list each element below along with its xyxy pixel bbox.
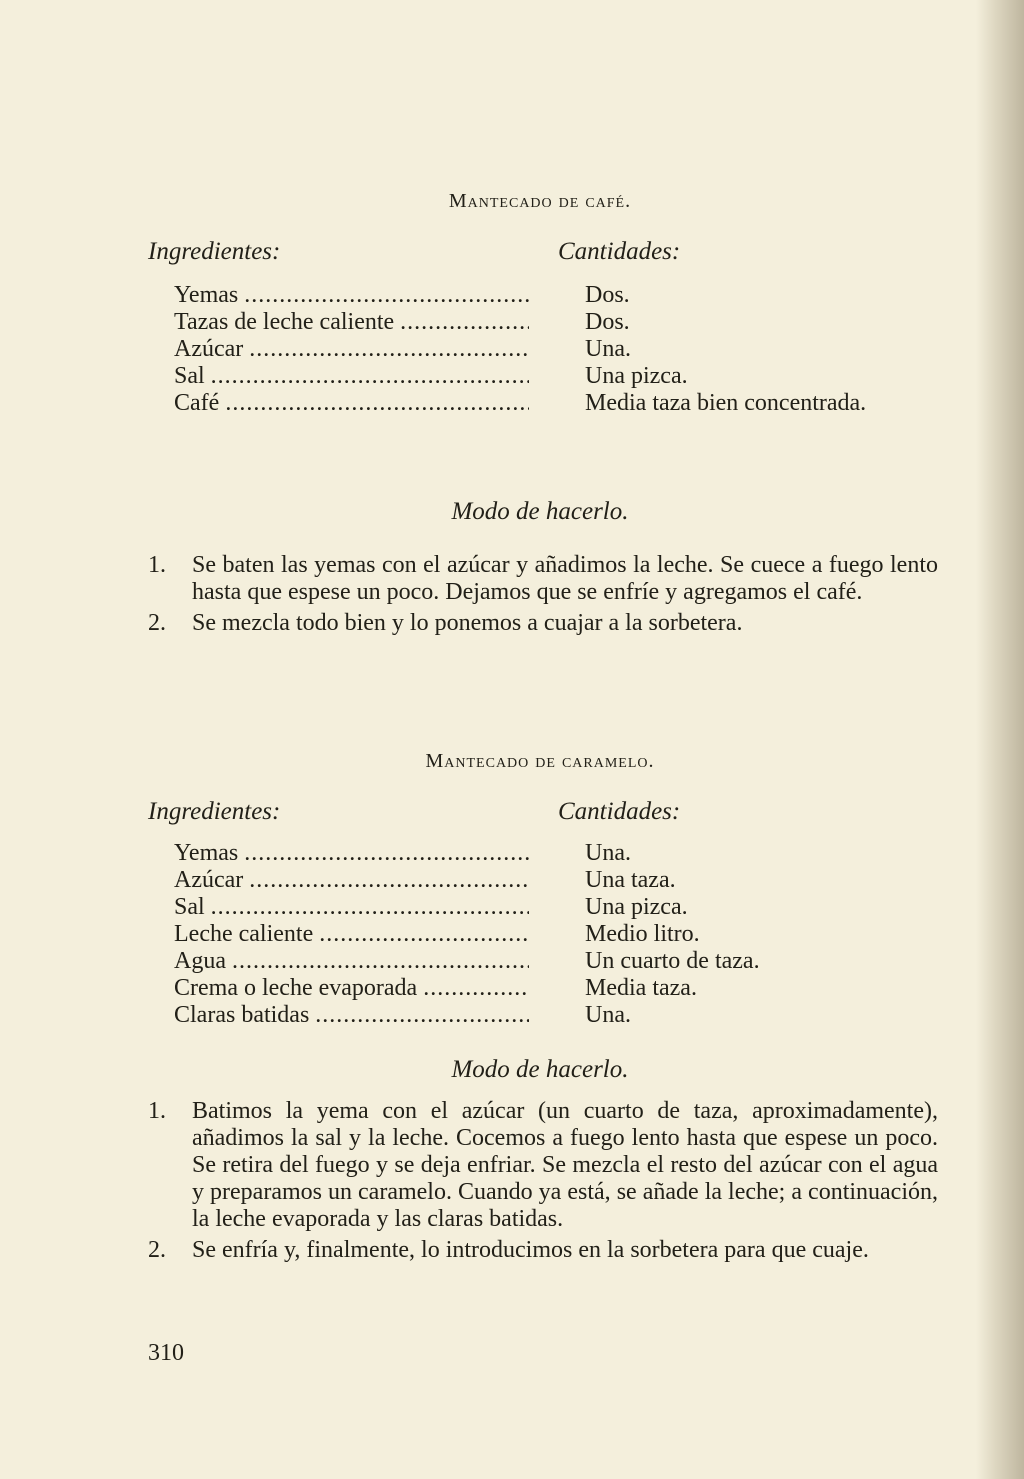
quantity-value: Dos. xyxy=(585,282,630,308)
quantity-value: Una pizca. xyxy=(585,894,688,920)
recipe-1-title: Mantecado de café. xyxy=(448,190,632,212)
recipe-2-quantity-list xyxy=(585,840,760,1029)
step-item xyxy=(148,552,938,606)
step-item xyxy=(148,610,938,637)
quantity-value: Media taza. xyxy=(585,975,697,1001)
ingredient-name: Crema o leche evaporada xyxy=(174,975,418,1001)
quantity-value: Una. xyxy=(585,840,631,866)
ingredient-row xyxy=(174,894,529,921)
ingredient-name: Café xyxy=(174,390,220,416)
ingredient-name: Leche caliente xyxy=(174,921,314,947)
leader-dots xyxy=(244,840,529,867)
ingredient-row xyxy=(174,336,529,363)
step-item xyxy=(148,1098,938,1233)
step-number: 1. xyxy=(148,1098,166,1124)
quantity-value: Medio litro. xyxy=(585,921,700,947)
ingredient-row xyxy=(174,975,529,1002)
recipe-1-ingredients-header: Ingredientes: xyxy=(148,238,281,265)
ingredient-name: Agua xyxy=(174,948,226,974)
quantity-value: Media taza bien concentrada. xyxy=(585,390,867,416)
leader-dots xyxy=(400,309,529,336)
step-text: Se baten las yemas con el azúcar y añadimos la leche. Se cuece a fuego lento hasta que espese un poco. Dejamos que se enfríe y agregamos el café. xyxy=(192,552,938,605)
recipe-1-ingredient-list xyxy=(174,282,529,417)
leader-dots xyxy=(211,363,529,390)
ingredient-name: Tazas de leche caliente xyxy=(174,309,395,335)
ingredient-name: Sal xyxy=(174,363,205,389)
ingredient-row xyxy=(174,309,529,336)
ingredient-name: Claras batidas xyxy=(174,1002,310,1028)
quantity-value: Dos. xyxy=(585,309,630,335)
ingredient-row xyxy=(174,840,529,867)
quantity-value: Una. xyxy=(585,336,631,362)
ingredient-row xyxy=(174,282,529,309)
step-number: 2. xyxy=(148,610,166,636)
leader-dots xyxy=(423,975,529,1002)
recipe-1-steps xyxy=(148,552,938,641)
leader-dots xyxy=(244,282,529,309)
leader-dots xyxy=(232,948,529,975)
ingredient-row xyxy=(174,390,529,417)
recipe-2-title: Mantecado de caramelo. xyxy=(425,750,655,772)
ingredient-row xyxy=(174,948,529,975)
quantity-value: Una taza. xyxy=(585,867,676,893)
leader-dots xyxy=(249,867,529,894)
ingredient-name: Yemas xyxy=(174,282,239,308)
step-number: 2. xyxy=(148,1237,166,1263)
ingredient-row xyxy=(174,363,529,390)
leader-dots xyxy=(211,894,529,921)
quantity-value: Una pizca. xyxy=(585,363,688,389)
step-text: Se enfría y, finalmente, lo introducimos en la sorbetera para que cuaje. xyxy=(192,1237,869,1263)
recipe-2-ingredients-header: Ingredientes: xyxy=(148,798,281,825)
ingredient-row xyxy=(174,867,529,894)
step-item xyxy=(148,1237,938,1264)
ingredient-name: Sal xyxy=(174,894,205,920)
recipe-2-method-title: Modo de hacerlo. xyxy=(451,1056,629,1083)
recipe-2-steps xyxy=(148,1098,938,1268)
quantity-value: Una. xyxy=(585,1002,631,1028)
recipe-1-method-title: Modo de hacerlo. xyxy=(451,498,629,525)
step-text: Batimos la yema con el azúcar (un cuarto de taza, aproximadamente), añadimos la sal y la leche. Cocemos a fuego lento hasta que espese un poco. Se retira del fuego y se deja enfriar. Se mezcla el resto del azúcar con el agua y preparamos un caramelo. Cuando ya está, se añade la leche; a continuación, la leche evaporada y las claras batidas. xyxy=(192,1098,938,1232)
ingredient-name: Azúcar xyxy=(174,867,244,893)
page-number: 310 xyxy=(148,1340,184,1366)
recipe-2-quantities-header: Cantidades: xyxy=(558,798,681,825)
step-number: 1. xyxy=(148,552,166,578)
leader-dots xyxy=(249,336,529,363)
leader-dots xyxy=(225,390,529,417)
leader-dots xyxy=(315,1002,529,1029)
ingredient-name: Azúcar xyxy=(174,336,244,362)
leader-dots xyxy=(319,921,529,948)
quantity-value: Un cuarto de taza. xyxy=(585,948,760,974)
recipe-1-quantity-list xyxy=(585,282,945,417)
ingredient-name: Yemas xyxy=(174,840,239,866)
ingredient-row xyxy=(174,921,529,948)
recipe-1-quantities-header: Cantidades: xyxy=(558,238,681,265)
step-text: Se mezcla todo bien y lo ponemos a cuajar a la sorbetera. xyxy=(192,610,743,636)
recipe-2-ingredient-list xyxy=(174,840,529,1029)
ingredient-row xyxy=(174,1002,529,1029)
